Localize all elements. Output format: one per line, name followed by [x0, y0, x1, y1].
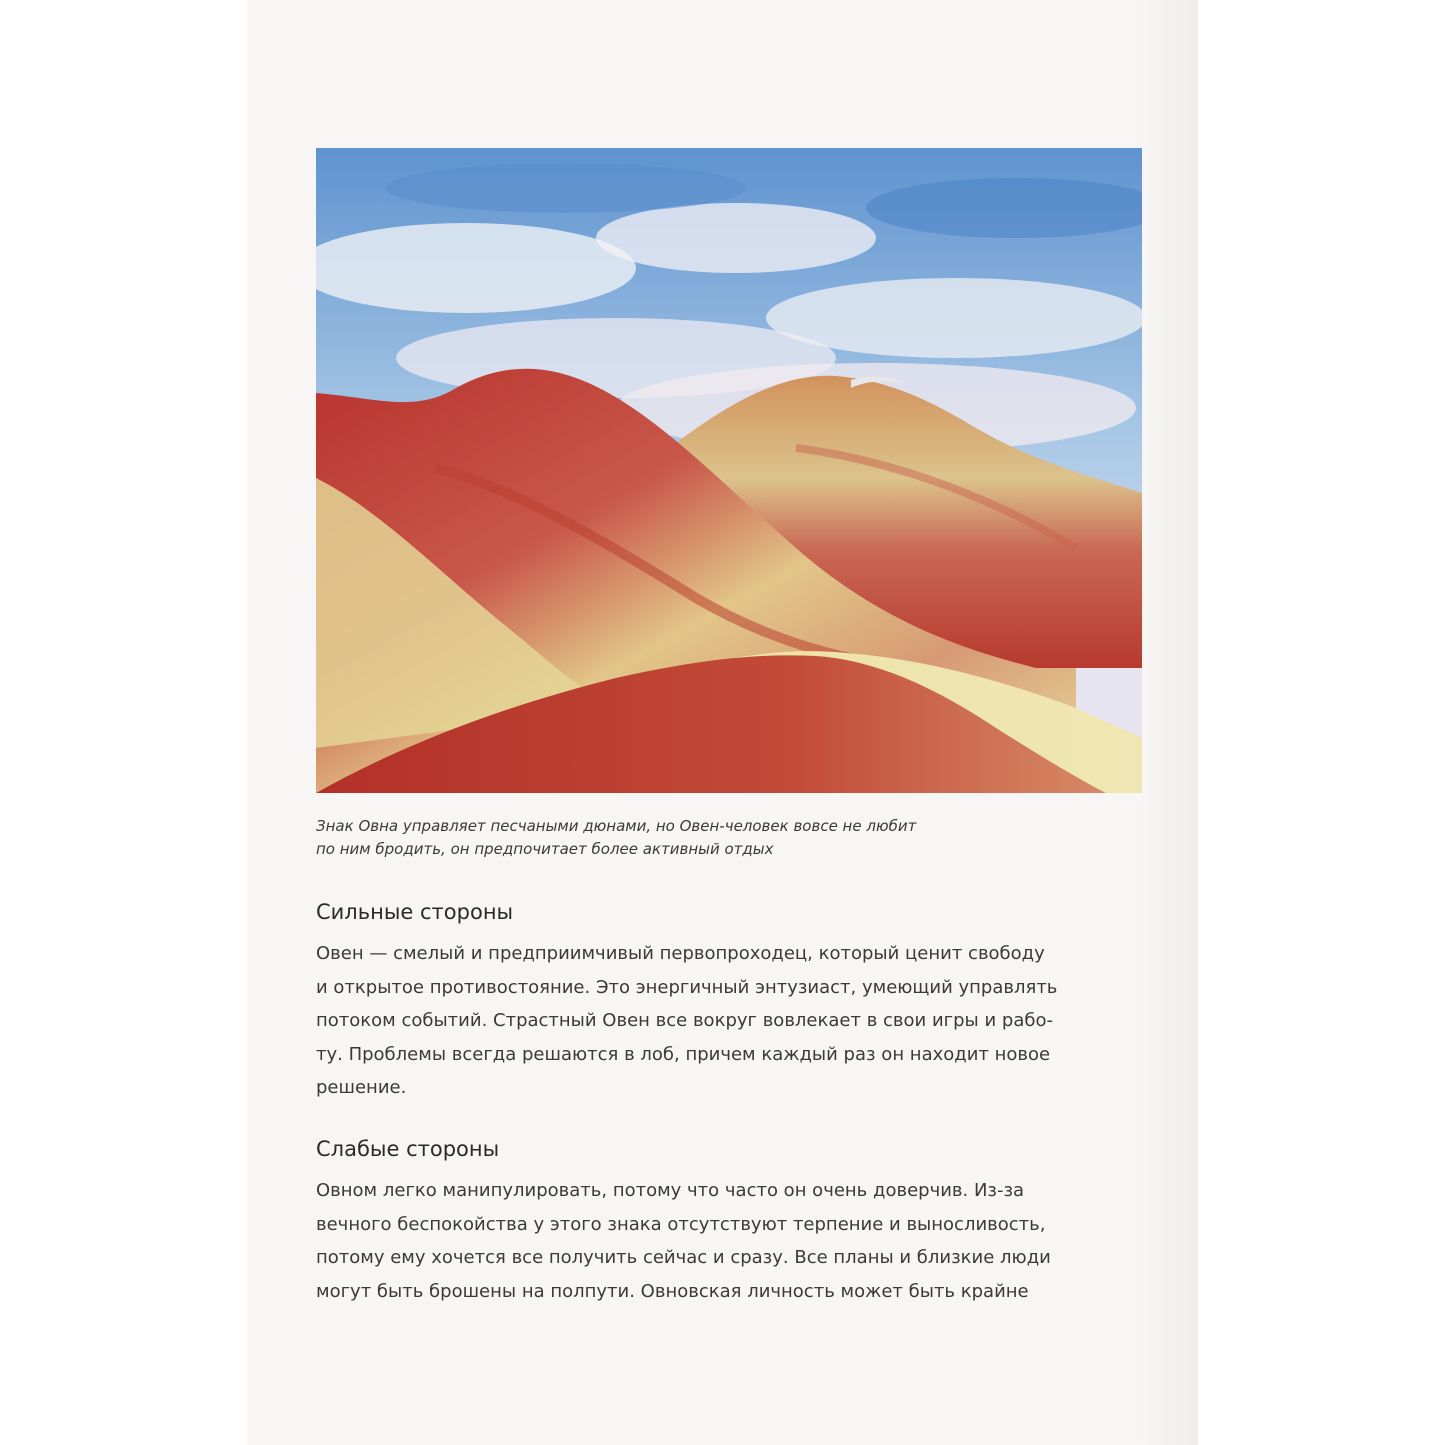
landscape-illustration [316, 148, 1142, 793]
paragraph-line: и открытое противостояние. Это энергичный энтузиаст, умеющий управлять [316, 976, 1058, 998]
page-edge-shadow [1138, 0, 1198, 1445]
paragraph-line: потоком событий. Страстный Овен все вокруг вовлекает в свои игры и рабо- [316, 1010, 1053, 1031]
book-page [248, 0, 1198, 1445]
paragraph-line: ту. Проблемы всегда решаются в лоб, причем каждый раз он находит новое [316, 1043, 1051, 1065]
weaknesses-paragraph [316, 1174, 1146, 1308]
painted-hills-photo [316, 148, 1142, 793]
caption-line: Знак Овна управляет песчаными дюнами, но Овен-человек вовсе не любит [316, 817, 917, 835]
paragraph-line: решение. [316, 1077, 407, 1098]
paragraph-line: могут быть брошены на полпути. Овновская личность может быть крайне [316, 1280, 1029, 1302]
paragraph-line: вечного беспокойства у этого знака отсутствуют терпение и выносливость, [316, 1213, 1046, 1235]
photo-caption [316, 815, 1016, 861]
paragraph-line: потому ему хочется все получить сейчас и сразу. Все планы и близкие люди [316, 1247, 1051, 1268]
strengths-heading: Сильные стороны [316, 900, 514, 924]
paragraph-line: Овен — смелый и предприимчивый первопроходец, который ценит свободу [316, 943, 1045, 964]
caption-line: по ним бродить, он предпочитает более активный отдых [316, 840, 774, 858]
strengths-paragraph [316, 937, 1146, 1105]
paragraph-line: Овном легко манипулировать, потому что часто он очень доверчив. Из-за [316, 1180, 1025, 1201]
weaknesses-heading: Слабые стороны [316, 1137, 500, 1161]
